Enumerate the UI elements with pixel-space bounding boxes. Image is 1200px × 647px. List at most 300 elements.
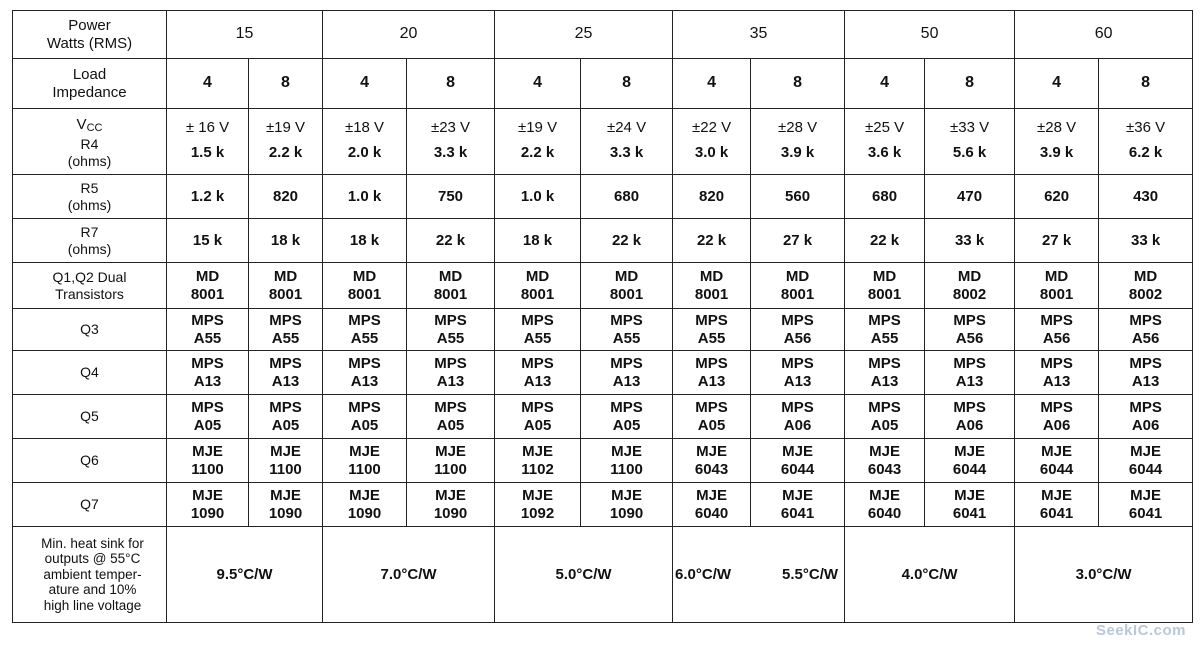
r4-value: 3.9 k (780, 143, 815, 161)
value-line: A55 (193, 329, 222, 347)
heatsink-value: 3.0°C/W (1075, 565, 1132, 583)
value-line: MPS (868, 399, 901, 417)
value-cell (845, 439, 925, 483)
value-line: 1090 (268, 504, 303, 522)
heatsink-value-cell (167, 527, 323, 623)
power-50-header: 50 (845, 11, 1015, 59)
value-line: 8001 (433, 285, 468, 303)
value-line: MJE (869, 487, 900, 505)
vcc-value: ±19 V (517, 118, 558, 136)
value-cell (495, 219, 581, 263)
value-line: 1090 (347, 504, 382, 522)
heatsink-value: 5.5°C/W (782, 565, 839, 583)
value-line: MPS (953, 399, 986, 417)
value-line: MPS (610, 312, 643, 330)
value-line: MJE (1130, 443, 1161, 461)
value-cell (167, 219, 249, 263)
value-line: MD (525, 268, 550, 286)
value-cell (1099, 175, 1193, 219)
row-label-line: Q1,Q2 Dual (52, 269, 127, 286)
value-line: MPS (1040, 355, 1073, 373)
row-label-line: Transistors (55, 285, 124, 302)
value-cell (581, 439, 673, 483)
heatsink-value-cell (323, 527, 495, 623)
vcc-r4-cell (925, 109, 1015, 175)
value-cell (249, 175, 323, 219)
value-line: MD (614, 268, 639, 286)
value-line: MJE (349, 487, 380, 505)
table-row (13, 175, 1193, 219)
row-label-line: Q5 (80, 408, 99, 425)
value-line: MPS (695, 399, 728, 417)
value-cell (751, 395, 845, 439)
value-line: 6041 (952, 504, 987, 522)
value-line: MPS (191, 355, 224, 373)
heatsink-label-line: high line voltage (43, 597, 142, 613)
value-line: 22 k (869, 231, 900, 249)
value-line: 8001 (780, 285, 815, 303)
row-label-cell (13, 483, 167, 527)
value-line: 27 k (1041, 231, 1072, 249)
value-line: 6043 (694, 460, 729, 478)
value-line: MPS (348, 355, 381, 373)
power-60-header: 60 (1015, 11, 1193, 59)
row-label-cell (13, 351, 167, 395)
value-cell (673, 351, 751, 395)
value-line: A13 (271, 372, 300, 390)
value-line: MJE (1041, 487, 1072, 505)
value-line: 6041 (1128, 504, 1163, 522)
vcc-value: ±25 V (865, 118, 905, 136)
value-cell (751, 351, 845, 395)
value-cell (1099, 395, 1193, 439)
impedance-cell: 4 (845, 59, 925, 109)
value-line: MPS (191, 312, 224, 330)
value-cell (1099, 263, 1193, 309)
value-cell (673, 395, 751, 439)
r4-value: 2.2 k (520, 143, 555, 161)
value-line: MD (957, 268, 982, 286)
value-cell (1015, 309, 1099, 351)
value-cell (495, 309, 581, 351)
value-line: MPS (953, 312, 986, 330)
value-line: A05 (697, 416, 726, 434)
power-25-header: 25 (495, 11, 673, 59)
value-line: 6040 (694, 504, 729, 522)
value-cell (249, 351, 323, 395)
vcc-value: ±18 V (344, 118, 385, 136)
load-label-line-2: Impedance (52, 83, 127, 101)
impedance-cell: 8 (925, 59, 1015, 109)
row-label-cell (13, 175, 167, 219)
value-line: A55 (350, 329, 379, 347)
value-cell (673, 439, 751, 483)
value-cell (673, 175, 751, 219)
value-line: A05 (523, 416, 552, 434)
value-line: MPS (521, 312, 554, 330)
value-cell (1015, 351, 1099, 395)
row-label-cell (13, 309, 167, 351)
value-cell (925, 219, 1015, 263)
value-cell (581, 309, 673, 351)
value-line: MPS (610, 399, 643, 417)
value-line: 820 (699, 187, 725, 205)
heatsink-value-cell (845, 527, 1015, 623)
value-cell (751, 309, 845, 351)
load-label-line-1: Load (72, 66, 107, 84)
value-line: A13 (612, 372, 641, 390)
value-line: MD (872, 268, 897, 286)
r4-value: 3.6 k (867, 143, 902, 161)
r4-value: 3.0 k (694, 143, 729, 161)
value-cell (581, 263, 673, 309)
value-line: 15 k (192, 231, 223, 249)
vcc-value: ±36 V (1126, 118, 1166, 136)
value-cell (495, 175, 581, 219)
value-line: MD (195, 268, 220, 286)
value-cell (495, 395, 581, 439)
value-line: 33 k (1130, 231, 1161, 249)
heatsink-label-line: ature and 10% (48, 582, 137, 598)
value-line: 1102 (521, 460, 554, 478)
value-line: MJE (611, 487, 642, 505)
heatsink-label-line: ambient temper- (43, 566, 142, 582)
value-cell (925, 395, 1015, 439)
table-row (13, 309, 1193, 351)
value-line: 1100 (434, 460, 467, 478)
value-line: A05 (271, 416, 300, 434)
heatsink-label-cell (13, 527, 167, 623)
value-cell (495, 483, 581, 527)
value-line: 1092 (520, 504, 555, 522)
vcc-r4-cell (167, 109, 249, 175)
value-cell (751, 175, 845, 219)
value-cell (581, 483, 673, 527)
value-cell (249, 439, 323, 483)
impedance-cell: 8 (581, 59, 673, 109)
value-line: MJE (1041, 443, 1072, 461)
value-line: A13 (697, 372, 726, 390)
value-line: MD (352, 268, 377, 286)
value-cell (323, 351, 407, 395)
heatsink-value: 9.5°C/W (216, 565, 273, 583)
value-line: 1100 (348, 460, 381, 478)
value-line: MPS (610, 355, 643, 373)
value-line: 6044 (780, 460, 815, 478)
value-line: A05 (350, 416, 379, 434)
impedance-cell: 8 (751, 59, 845, 109)
vcc-r4-cell (1015, 109, 1099, 175)
value-cell (495, 351, 581, 395)
value-line: MPS (953, 355, 986, 373)
value-cell (323, 219, 407, 263)
value-line: 620 (1044, 187, 1070, 205)
row-label-cell (13, 439, 167, 483)
value-cell (1099, 351, 1193, 395)
vcc-value: ±23 V (430, 118, 471, 136)
value-cell (249, 483, 323, 527)
impedance-row (13, 59, 1193, 109)
value-cell (1099, 439, 1193, 483)
value-line: MPS (695, 355, 728, 373)
value-line: A56 (1042, 329, 1071, 347)
impedance-cell: 4 (167, 59, 249, 109)
value-line: MJE (696, 443, 727, 461)
r4-label-line-2: (ohms) (67, 152, 112, 169)
value-cell (845, 263, 925, 309)
value-line: MPS (521, 355, 554, 373)
vcc-r4-cell (407, 109, 495, 175)
value-line: A55 (271, 329, 300, 347)
table-row (13, 439, 1193, 483)
value-line: 680 (872, 187, 898, 205)
r4-value: 6.2 k (1128, 143, 1163, 161)
value-line: A13 (436, 372, 465, 390)
value-line: A05 (436, 416, 465, 434)
value-line: 1090 (433, 504, 468, 522)
value-line: 1.0 k (347, 187, 382, 205)
value-line: MJE (696, 487, 727, 505)
value-cell (167, 395, 249, 439)
value-line: MD (1133, 268, 1158, 286)
value-cell (845, 351, 925, 395)
value-line: 6041 (780, 504, 815, 522)
value-cell (581, 351, 673, 395)
value-line: 1100 (191, 460, 224, 478)
value-line: MJE (192, 443, 223, 461)
value-line: 8001 (520, 285, 555, 303)
row-label-cell (13, 219, 167, 263)
value-line: MPS (1129, 399, 1162, 417)
value-line: A13 (955, 372, 984, 390)
value-cell (1015, 483, 1099, 527)
value-line: A13 (193, 372, 222, 390)
row-label-line: Q3 (80, 321, 99, 338)
value-cell (1099, 483, 1193, 527)
value-cell (845, 309, 925, 351)
row-label-line: R5 (80, 180, 99, 197)
value-line: MJE (270, 487, 301, 505)
value-cell (845, 483, 925, 527)
vcc-value: ±33 V (950, 118, 990, 136)
value-line: MJE (611, 443, 642, 461)
value-cell (845, 219, 925, 263)
power-label-cell (13, 11, 167, 59)
value-line: MPS (868, 355, 901, 373)
row-label-line: Q4 (80, 364, 99, 381)
value-cell (925, 483, 1015, 527)
value-line: 1090 (609, 504, 644, 522)
vcc-r4-cell (751, 109, 845, 175)
value-line: MD (785, 268, 810, 286)
value-line: 470 (957, 187, 983, 205)
value-line: MPS (269, 399, 302, 417)
value-cell (323, 309, 407, 351)
impedance-cell: 4 (495, 59, 581, 109)
value-line: 8001 (190, 285, 225, 303)
value-line: A05 (193, 416, 222, 434)
value-line: MPS (191, 399, 224, 417)
value-cell (1015, 219, 1099, 263)
table-body (13, 11, 1193, 623)
value-line: A55 (523, 329, 552, 347)
impedance-cell: 4 (673, 59, 751, 109)
value-line: 1100 (610, 460, 643, 478)
value-cell (751, 483, 845, 527)
value-cell (1015, 395, 1099, 439)
row-label-line: R7 (80, 224, 99, 241)
value-cell (581, 395, 673, 439)
value-cell (925, 263, 1015, 309)
vcc-value: ±22 V (692, 118, 732, 136)
table-row (13, 263, 1193, 309)
value-line: 1.0 k (520, 187, 555, 205)
vcc-r4-cell (673, 109, 751, 175)
value-line: A13 (1042, 372, 1071, 390)
value-line: 6044 (1128, 460, 1163, 478)
value-cell (167, 351, 249, 395)
vcc-r4-cell (1099, 109, 1193, 175)
value-line: A06 (1042, 416, 1071, 434)
value-line: A56 (783, 329, 812, 347)
value-cell (925, 175, 1015, 219)
value-line: MPS (434, 399, 467, 417)
value-line: A13 (783, 372, 812, 390)
value-cell (407, 309, 495, 351)
value-cell (323, 439, 407, 483)
value-cell (751, 263, 845, 309)
value-line: A55 (870, 329, 899, 347)
value-cell (495, 263, 581, 309)
value-line: 820 (272, 187, 299, 205)
value-line: A13 (1131, 372, 1160, 390)
value-line: 6044 (1039, 460, 1074, 478)
value-cell (167, 263, 249, 309)
value-line: 1090 (190, 504, 225, 522)
value-cell (167, 175, 249, 219)
value-line: 8002 (952, 285, 987, 303)
value-cell (407, 175, 495, 219)
value-line: MPS (1040, 312, 1073, 330)
value-cell (249, 395, 323, 439)
table-row (13, 395, 1193, 439)
r4-label-line-1: R4 (80, 136, 99, 153)
value-cell (249, 263, 323, 309)
value-cell (495, 439, 581, 483)
value-line: 6043 (867, 460, 902, 478)
heatsink-value-cell (495, 527, 673, 623)
value-line: 1.2 k (190, 187, 225, 205)
vcc-value: ±28 V (778, 118, 818, 136)
value-line: A13 (350, 372, 379, 390)
r4-value: 1.5 k (190, 143, 225, 161)
value-line: MJE (522, 487, 553, 505)
value-line: 750 (438, 187, 464, 205)
heatsink-label-line: Min. heat sink for (41, 535, 144, 551)
value-line: MPS (868, 312, 901, 330)
row-label-cell (13, 395, 167, 439)
value-cell (1099, 309, 1193, 351)
value-line: MPS (1129, 312, 1162, 330)
heatsink-value-cell (673, 527, 845, 623)
vcc-value: ±28 V (1037, 118, 1077, 136)
value-cell (925, 309, 1015, 351)
value-line: MJE (782, 487, 813, 505)
value-cell (845, 395, 925, 439)
value-line: MPS (781, 312, 814, 330)
vcc-r4-row (13, 109, 1193, 175)
value-cell (407, 263, 495, 309)
row-label-line: (ohms) (67, 240, 112, 257)
vcc-r4-cell (495, 109, 581, 175)
value-cell (249, 219, 323, 263)
value-line: MJE (435, 443, 466, 461)
heatsink-label-line: outputs @ 55°C (44, 551, 141, 567)
value-line: MJE (522, 443, 553, 461)
vcc-r4-cell (581, 109, 673, 175)
value-line: MJE (782, 443, 813, 461)
vcc-value: ±24 V (606, 118, 647, 136)
value-line: A05 (612, 416, 641, 434)
value-line: 18 k (270, 231, 301, 249)
value-cell (673, 263, 751, 309)
power-35-header: 35 (673, 11, 845, 59)
value-line: A13 (870, 372, 899, 390)
value-cell (581, 175, 673, 219)
value-line: 27 k (782, 231, 813, 249)
impedance-cell: 8 (407, 59, 495, 109)
value-line: MD (699, 268, 724, 286)
value-line: A05 (870, 416, 899, 434)
impedance-cell: 4 (323, 59, 407, 109)
table-row (13, 219, 1193, 263)
vcc-r4-cell (845, 109, 925, 175)
table-row (13, 351, 1193, 395)
value-cell (1099, 219, 1193, 263)
value-line: MPS (521, 399, 554, 417)
power-label-line-1: Power (68, 17, 111, 35)
value-line: MPS (695, 312, 728, 330)
power-15-header: 15 (167, 11, 323, 59)
vcc-label: VCC (76, 116, 103, 135)
value-line: 8002 (1128, 285, 1163, 303)
heatsink-value: 7.0°C/W (380, 565, 437, 583)
value-line: MJE (349, 443, 380, 461)
value-cell (167, 483, 249, 527)
power-20-header: 20 (323, 11, 495, 59)
value-line: MPS (1040, 399, 1073, 417)
value-line: MD (1044, 268, 1069, 286)
vcc-value: ± 16 V (185, 118, 230, 136)
value-cell (323, 483, 407, 527)
value-line: MJE (869, 443, 900, 461)
value-line: 22 k (611, 231, 642, 249)
vcc-r4-cell (323, 109, 407, 175)
value-line: 1100 (269, 460, 302, 478)
value-cell (673, 483, 751, 527)
value-cell (751, 439, 845, 483)
value-line: MPS (1129, 355, 1162, 373)
value-cell (323, 263, 407, 309)
table-row (13, 483, 1193, 527)
value-cell (673, 309, 751, 351)
row-label-cell (13, 263, 167, 309)
value-line: 680 (614, 187, 640, 205)
value-cell (167, 309, 249, 351)
watermark: SeekIC.com (1095, 622, 1186, 639)
value-line: MD (438, 268, 463, 286)
value-line: MJE (270, 443, 301, 461)
